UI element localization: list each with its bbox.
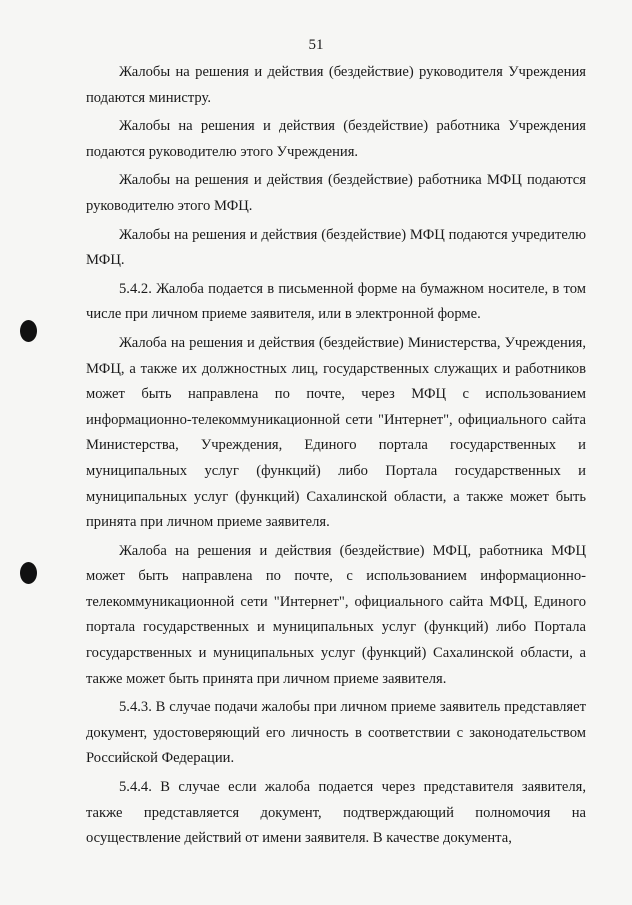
paragraph: 5.4.3. В случае подачи жалобы при личном приеме заявитель представляет документ, удостоверяющий его личность в соответствии с законодательством Российской Федерации. (86, 699, 586, 767)
paragraph: Жалобы на решения и действия (бездействие) работника Учреждения подаются руководителю этого Учреждения. (86, 118, 586, 160)
document-body (86, 60, 586, 855)
punch-hole-mark (20, 562, 37, 584)
page-number: 51 (308, 37, 324, 53)
paragraph: Жалоба на решения и действия (бездействие) Министерства, Учреждения, МФЦ, а также их должностных лиц, государственных служащих и работников может быть направлена по почте, через МФЦ с использованием информационно-телекоммуникационной сети "Интернет", официального сайта Министерства, Учреждения, Единого портала государственных и муниципальных услуг (функций) либо Портала государственных и муниципальных услуг (функций) Сахалинской области, а также может быть принята при личном приеме заявителя. (86, 334, 586, 531)
paragraph: 5.4.4. В случае если жалоба подается через представителя заявителя, также представляется документ, подтверждающий полномочия на осуществление действий от имени заявителя. В качестве документа, (86, 779, 586, 847)
paragraph: 5.4.2. Жалоба подается в письменной форме на бумажном носителе, в том числе при личном приеме заявителя, или в электронной форме. (86, 280, 586, 323)
paragraph: Жалобы на решения и действия (бездействие) МФЦ подаются учредителю МФЦ. (86, 226, 586, 269)
paragraph: Жалоба на решения и действия (бездействие) МФЦ, работника МФЦ может быть направлена по почте, с использованием информационно-телекоммуникационной сети "Интернет", официального сайта МФЦ, Единого портала государственных и муниципальных услуг (функций) либо Портала государственных и муниципальных услуг (функций) Сахалинской области, а также может быть принята при личном приеме заявителя. (86, 542, 586, 687)
paragraph: Жалобы на решения и действия (бездействие) руководителя Учреждения подаются министру. (86, 64, 586, 106)
punch-hole-mark (20, 320, 37, 342)
paragraph: Жалобы на решения и действия (бездействие) работника МФЦ подаются руководителю этого МФЦ. (86, 172, 586, 214)
